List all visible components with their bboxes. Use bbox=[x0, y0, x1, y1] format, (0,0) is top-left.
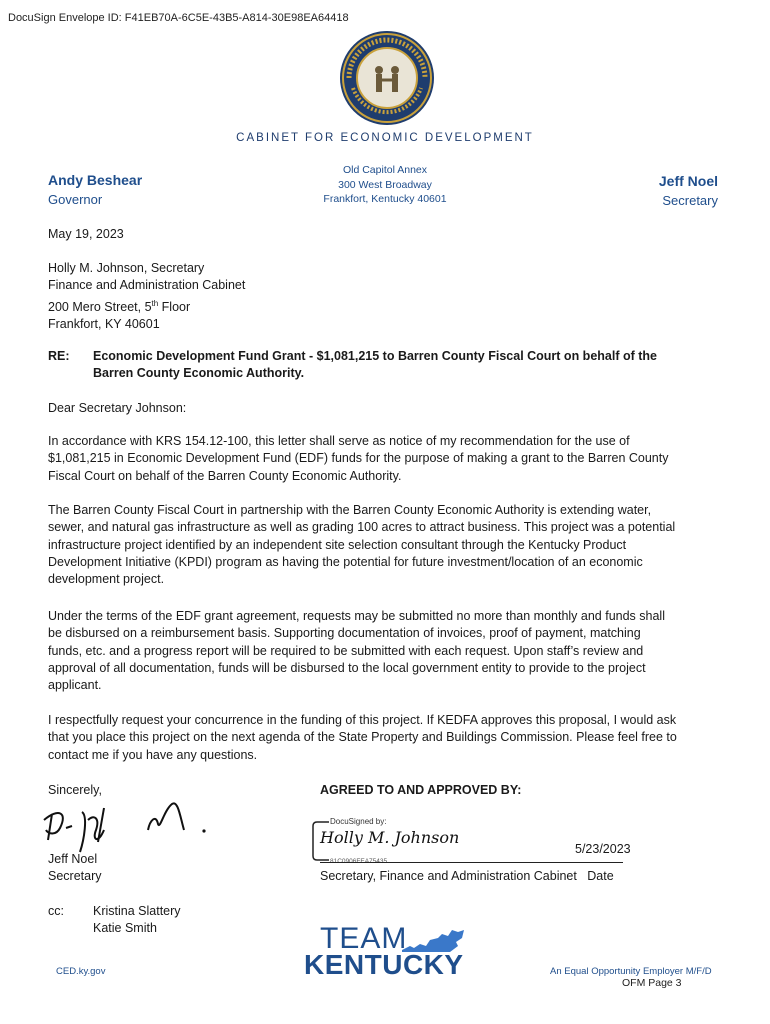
team-kentucky-logo-kentucky: KENTUCKY bbox=[304, 949, 464, 980]
signature-line bbox=[320, 862, 623, 863]
recipient-street-post: Floor bbox=[158, 299, 191, 314]
body-paragraph: I respectfully request your concurrence in the funding of this project. If KEDFA approves this proposal, I would ask that you place this project on the next agenda of the State Property and Buildings Commission. Please feel free to contact me if you have any questions. bbox=[48, 713, 677, 762]
signer-title: Secretary bbox=[48, 869, 102, 883]
address-line: 300 West Broadway bbox=[338, 178, 432, 191]
footer-url[interactable]: CED.ky.gov bbox=[56, 966, 106, 977]
recipient-block bbox=[48, 260, 245, 333]
recipient-line: Finance and Administration Cabinet bbox=[48, 278, 246, 293]
recipient-line: Holly M. Johnson, Secretary bbox=[48, 261, 205, 275]
recipient-street-sup: th bbox=[151, 298, 159, 308]
letter-date: May 19, 2023 bbox=[48, 227, 124, 241]
recipient-line bbox=[48, 295, 245, 316]
approval-date: 5/23/2023 bbox=[575, 842, 631, 856]
recipient-line: Frankfort, KY 40601 bbox=[48, 317, 160, 332]
agreed-label: AGREED TO AND APPROVED BY: bbox=[320, 783, 522, 797]
cc-name: Katie Smith bbox=[93, 921, 157, 936]
team-kentucky-logo-team: TEAM bbox=[320, 922, 408, 955]
recipient-street: 200 Mero Street, 5 bbox=[48, 299, 152, 314]
body-paragraph: The Barren County Fiscal Court in partnership with the Barren County Economic Authority is extending water, sewer, and natural gas infrastructure as well as grading 100 acres to attract business. This project was a potential infrastructure project identified by an independent site selection consultant through the Kentucky Product Development Initiative (KPDI) program as having the potential for future investment/location of an economic development project. bbox=[48, 503, 676, 587]
footer-eeo: An Equal Opportunity Employer M/F/D bbox=[550, 966, 712, 977]
approver-title: Secretary, Finance and Administration Cabinet Date bbox=[320, 869, 614, 883]
secretary-name: Jeff Noel bbox=[658, 173, 718, 189]
docusign-envelope-id: DocuSign Envelope ID: F41EB70A-6C5E-43B5-A814-30E98EA64418 bbox=[8, 12, 349, 24]
cc-list bbox=[93, 903, 181, 938]
signer-name: Jeff Noel bbox=[48, 852, 98, 866]
cabinet-heading: CABINET FOR ECONOMIC DEVELOPMENT bbox=[236, 132, 534, 144]
holly-johnson-signature: Holly M. Johnson bbox=[320, 828, 460, 847]
secretary-title: Secretary bbox=[662, 193, 718, 208]
address-line: Old Capitol Annex bbox=[342, 164, 428, 176]
jeff-noel-signature bbox=[38, 790, 218, 860]
footer-page-number: OFM Page 3 bbox=[622, 977, 682, 989]
re-subject: Economic Development Fund Grant - $1,081,215 to Barren County Fiscal Court on behalf of the Barren County Economic Authority. bbox=[93, 349, 657, 381]
letterhead-address bbox=[0, 163, 770, 207]
kentucky-state-seal-icon bbox=[339, 30, 435, 126]
governor-name: Andy Beshear bbox=[48, 172, 143, 188]
body-paragraph: Under the terms of the EDF grant agreement, requests may be submitted no more than monthly and funds shall be disbursed on a reimbursement basis. Supporting documentation of invoices, proof of payment, matching funds, etc. and a progress report will be required to be submitted with each request. Upon staff’s review and approval of all documentation, funds will be disbursed to the local government entity to provide to the project applicant. bbox=[48, 609, 665, 693]
docusign-label: DocuSigned by: bbox=[330, 817, 387, 826]
body-paragraph: In accordance with KRS 154.12-100, this letter shall serve as notice of my recommendation for the use of $1,081,215 in Economic Development Fund (EDF) funds for the purpose of making a grant to the Barren County Fiscal Court on behalf of the Barren County Economic Authority. bbox=[48, 434, 669, 483]
closing: Sincerely, bbox=[48, 783, 102, 797]
address-line: Frankfort, Kentucky 40601 bbox=[323, 193, 447, 205]
cc-name: Kristina Slattery bbox=[93, 904, 181, 918]
salutation: Dear Secretary Johnson: bbox=[48, 401, 187, 415]
cc-label: cc: bbox=[48, 904, 64, 918]
governor-title: Governor bbox=[48, 192, 103, 207]
re-label: RE: bbox=[48, 349, 70, 363]
